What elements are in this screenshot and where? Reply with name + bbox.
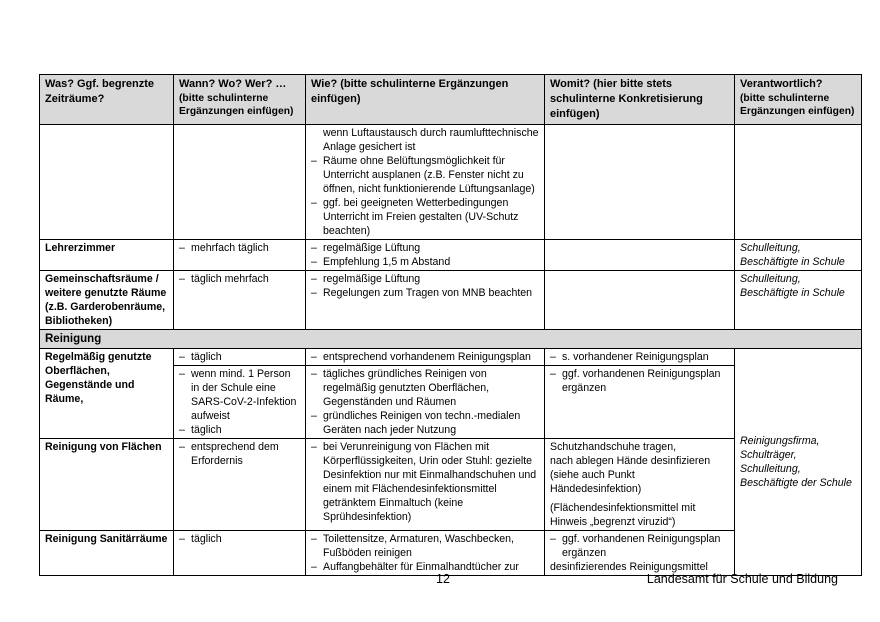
list-item: – täglich mehrfach (179, 272, 300, 286)
header-responsible-note: (bitte schulinterne Ergänzungen einfügen) (740, 93, 855, 117)
with-line: nach ablegen Hände desinfizieren (550, 455, 711, 467)
with-line: Schutzhandschuhe tragen, (550, 441, 677, 453)
cell-what: Reinigung Sanitärräume (40, 531, 174, 576)
cell-how (306, 125, 545, 240)
cell-what: Gemeinschaftsräume / weitere genutzte Räume (z.B. Garderobenräume, Bibliotheken) (40, 271, 174, 330)
header-responsible-label: Verantwortlich? (740, 78, 823, 90)
list-item: – täglich (179, 350, 300, 364)
table-header-row (40, 75, 862, 125)
header-how (306, 75, 545, 125)
header-how-label: Wie? (bitte schulinterne Ergänzungen einfügen) (311, 78, 509, 105)
cell-what: Regelmäßig genutzte Oberflächen, Gegenstände und Räume, (40, 349, 174, 439)
cell-when (174, 125, 306, 240)
header-responsible (735, 75, 862, 125)
list-item: – regelmäßige Lüftung (311, 241, 539, 255)
cell-with (545, 439, 735, 531)
cell-what (40, 125, 174, 240)
cell-with (545, 125, 735, 240)
list-item: – ggf. bei geeigneten Wetterbedingungen Unterricht im Freien gestalten (UV-Schutz beachten) (311, 196, 539, 238)
list-item: – Toilettensitze, Armaturen, Waschbecken, Fußböden reinigen (311, 532, 539, 560)
header-when-label: Wann? Wo? Wer? … (179, 78, 287, 90)
table-row (40, 240, 862, 271)
list-item: – entsprechend dem Erfordernis (179, 440, 300, 468)
cell-with (545, 349, 735, 366)
list-item: wenn Luftaustausch durch raumlufttechnische Anlage gesichert ist (323, 127, 539, 153)
header-when (174, 75, 306, 125)
list-item: – täglich (179, 532, 300, 546)
cell-with (545, 240, 735, 271)
cell-how (306, 531, 545, 576)
cell-responsible: Schulleitung, Beschäftigte in Schule (735, 240, 862, 271)
cell-responsible (735, 125, 862, 240)
cell-responsible: Reinigungsfirma, Schulträger, Schulleitung, Beschäftigte der Schule (735, 349, 862, 576)
how-list (311, 154, 539, 238)
header-with-label: Womit? (hier bitte stets schulinterne Konkretisierung einfügen) (550, 78, 703, 120)
section-title: Reinigung (40, 330, 862, 349)
list-item: – gründliches Reinigen von techn.-medialen Geräten nach jeder Nutzung (311, 409, 539, 437)
table-row (40, 349, 862, 366)
cell-how (306, 271, 545, 330)
cell-what: Reinigung von Flächen (40, 439, 174, 531)
page-number: 12 (436, 572, 450, 586)
cell-when (174, 240, 306, 271)
list-item: – bei Verunreinigung von Flächen mit Körperflüssigkeiten, Urin oder Stuhl: gezielte Desinfektion nur mit Einmalhandschuhen und einem mit Flächendesinfektionsmittel getränktem Einmaltuch (keine Sprühdesinfektion) (311, 440, 539, 524)
cell-when (174, 366, 306, 439)
section-row (40, 330, 862, 349)
cell-when (174, 271, 306, 330)
list-item: – Regelungen zum Tragen von MNB beachten (311, 286, 539, 300)
header-what-label: Was? Ggf. begrenzte Zeiträume? (45, 78, 154, 105)
table-row (40, 271, 862, 330)
list-item: – regelmäßige Lüftung (311, 272, 539, 286)
cell-how (306, 240, 545, 271)
list-item: – mehrfach täglich (179, 241, 300, 255)
list-item: – Räume ohne Belüftungsmöglichkeit für Unterricht ausplanen (z.B. Fenster nicht zu öffnen, nicht funktionierende Lüftungsanlage) (311, 154, 539, 196)
cell-when (174, 531, 306, 576)
cell-when (174, 439, 306, 531)
list-item: – tägliches gründliches Reinigen von regelmäßig genutzten Oberflächen, Gegenständen und Räumen (311, 367, 539, 409)
list-item: – wenn mind. 1 Person in der Schule eine SARS-CoV-2-Infektion aufweist (179, 367, 300, 423)
cell-with (545, 366, 735, 439)
list-item: – s. vorhandener Reinigungsplan (550, 350, 729, 364)
cell-how (306, 439, 545, 531)
list-item: – entsprechend vorhandenem Reinigungsplan (311, 350, 539, 364)
with-line: desinfizierendes Reinigungsmittel (550, 561, 708, 573)
cell-when (174, 349, 306, 366)
cell-with (545, 271, 735, 330)
list-item: – täglich (179, 423, 300, 437)
with-line: (siehe auch Punkt Händedesinfektion) (550, 469, 642, 495)
cell-with (545, 531, 735, 576)
list-item: – ggf. vorhandenen Reinigungsplan ergänzen (550, 532, 729, 560)
list-item: – Empfehlung 1,5 m Abstand (311, 255, 539, 269)
with-note: (Flächendesinfektionsmittel mit Hinweis „begrenzt viruzid“) (550, 502, 696, 528)
cell-how (306, 366, 545, 439)
header-when-note: (bitte schulinterne Ergänzungen einfügen) (179, 93, 294, 117)
measures-table (39, 74, 862, 576)
list-item: – Auffangbehälter für Einmalhandtücher zur (311, 560, 539, 574)
header-what (40, 75, 174, 125)
footer-organization: Landesamt für Schule und Bildung (646, 572, 838, 586)
cell-how (306, 349, 545, 366)
header-with (545, 75, 735, 125)
cell-what: Lehrerzimmer (40, 240, 174, 271)
cell-responsible: Schulleitung, Beschäftigte in Schule (735, 271, 862, 330)
list-item: – ggf. vorhandenen Reinigungsplan ergänzen (550, 367, 729, 395)
table-row (40, 125, 862, 240)
